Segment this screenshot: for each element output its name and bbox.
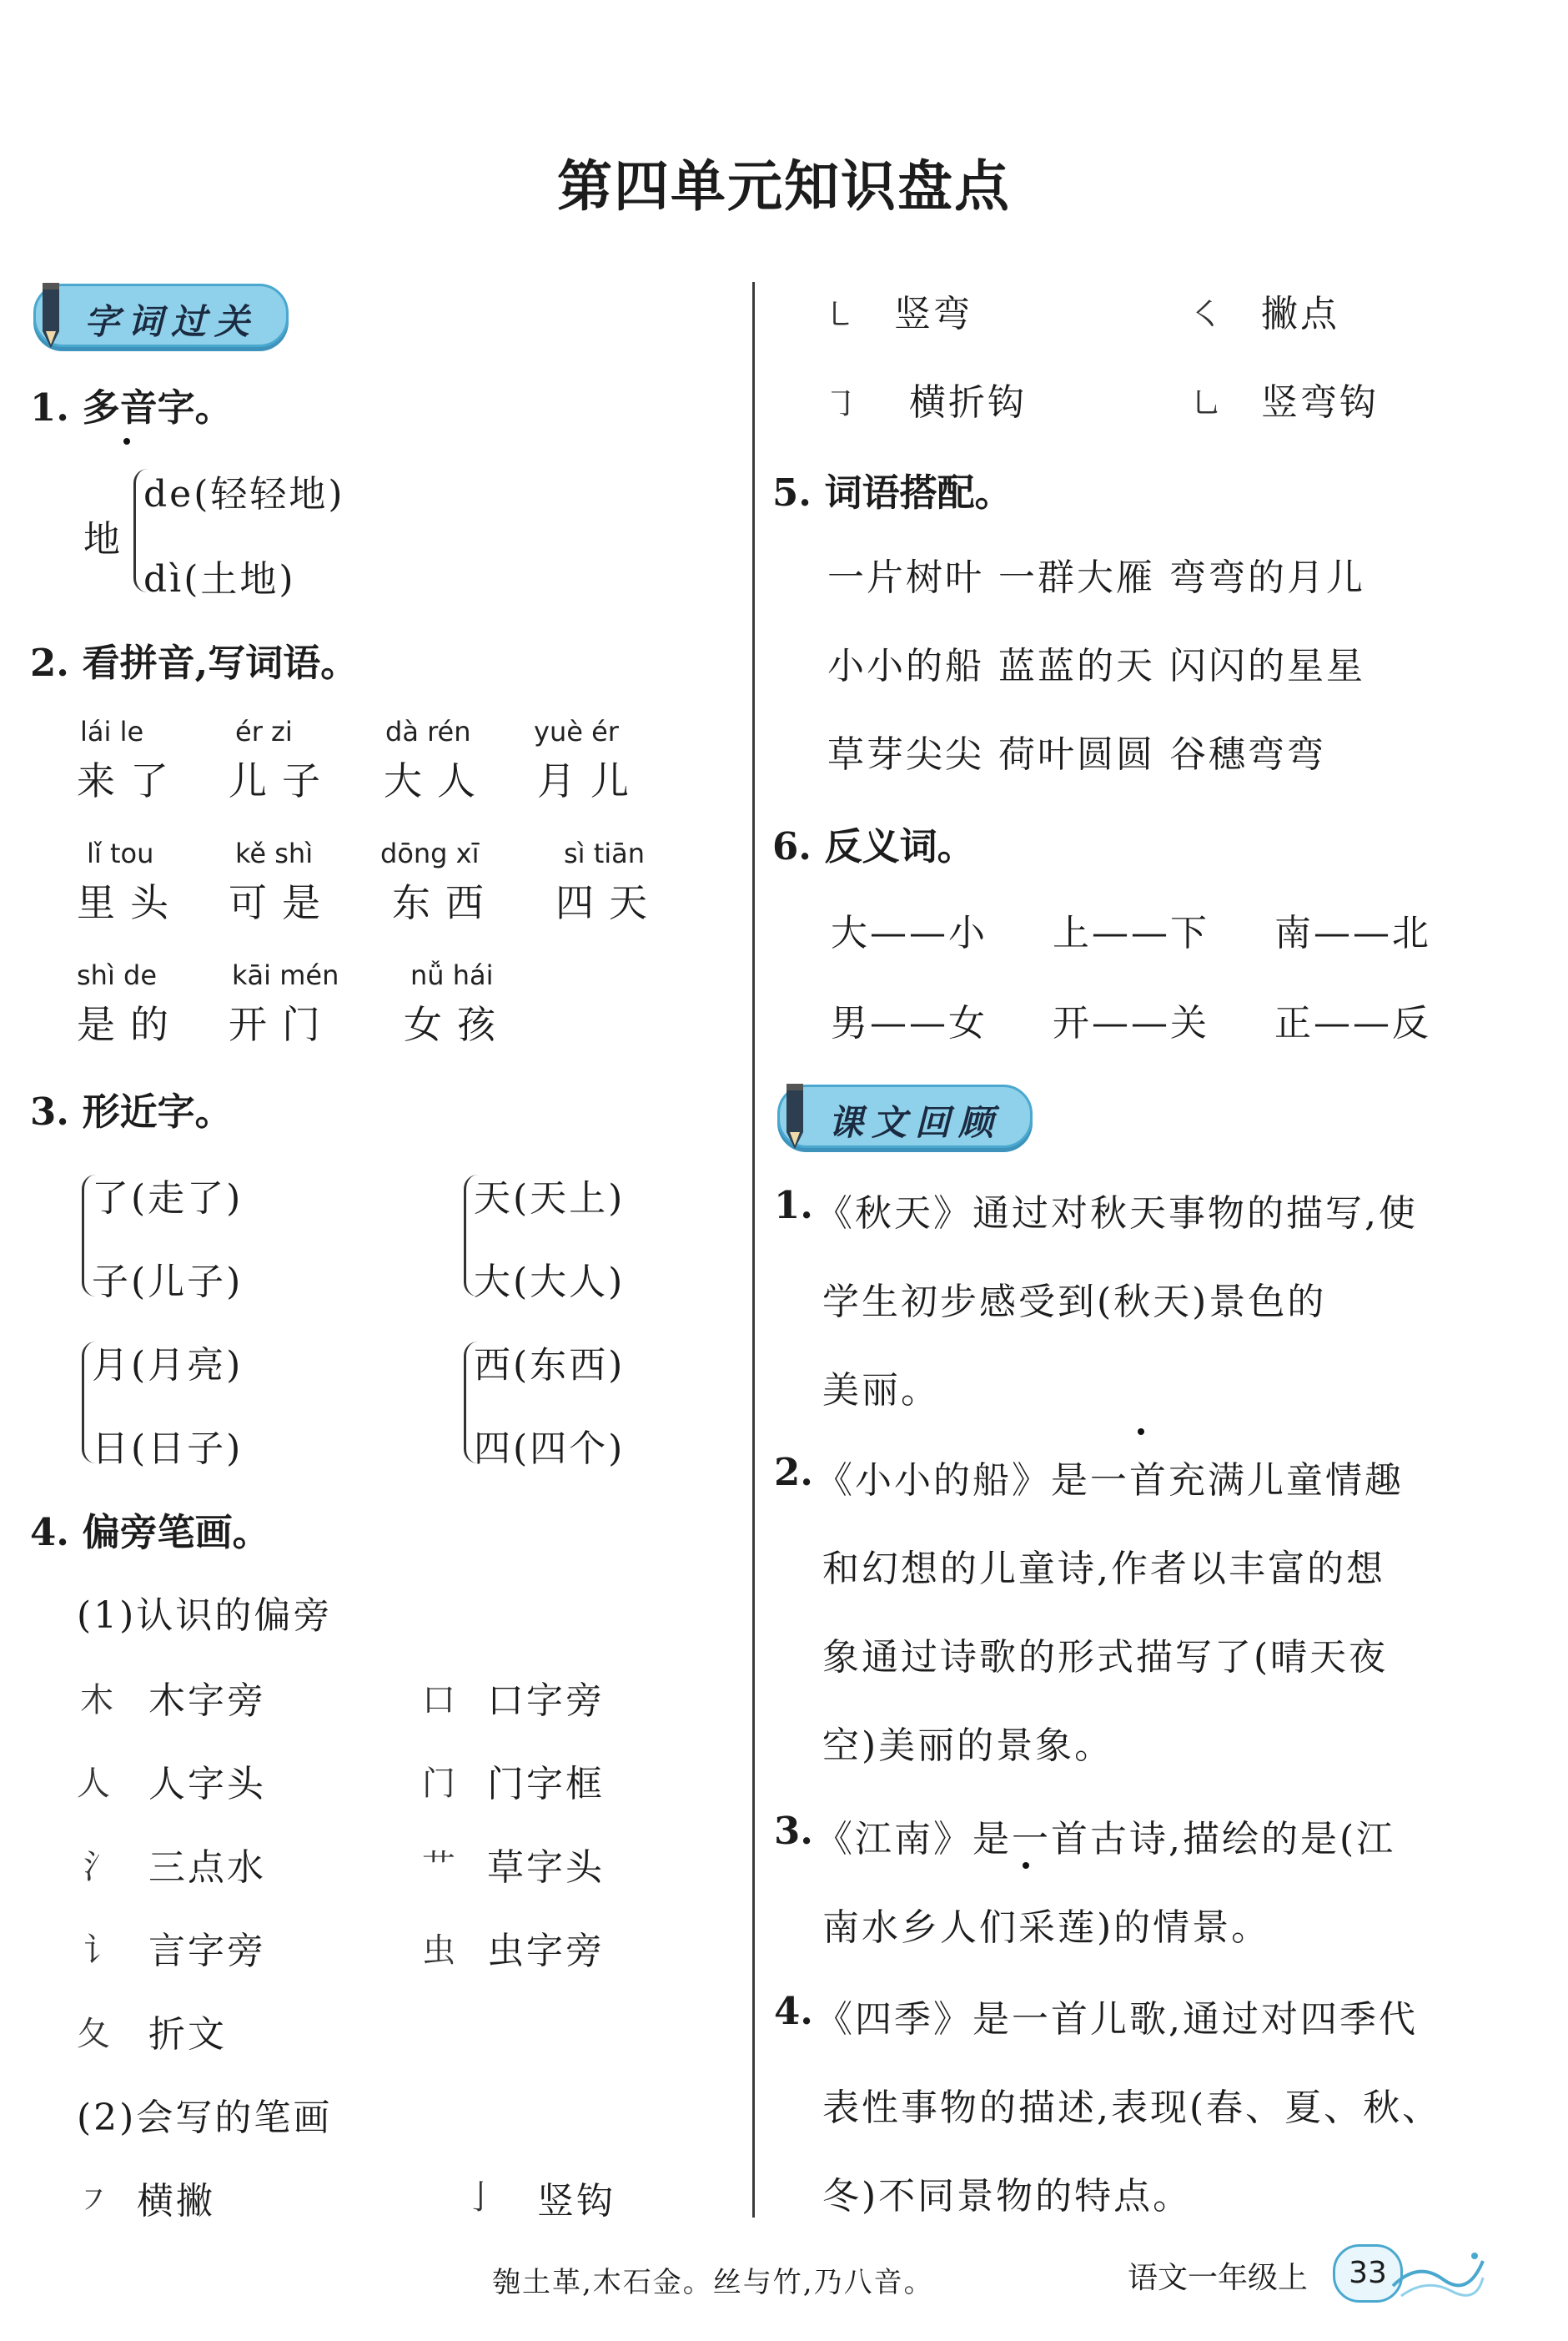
antonym: 大——小 (831, 912, 988, 954)
radical-name: 口字旁 (487, 1679, 605, 1722)
radical-symbol: 口 (422, 1681, 455, 1719)
polyphone-char: 地 (83, 518, 123, 561)
word: 东西 (392, 880, 499, 925)
word: 可是 (229, 880, 335, 925)
phrase-row: 草芽尖尖 荷叶圆圆 谷穗弯弯 (827, 733, 1326, 776)
radical-symbol: 木 (80, 1681, 113, 1719)
q1-heading: 1. 多音字。 (30, 385, 233, 430)
q5-heading: 5. 词语搭配。 (772, 471, 1013, 515)
antonym: 开——关 (1053, 1002, 1209, 1045)
word: 大人 (384, 758, 490, 803)
word: 是的 (77, 1002, 183, 1047)
stroke-name: 横撇 (137, 2180, 215, 2223)
radical-symbol: 门 (422, 1765, 455, 1803)
footer-book-title: 语文一年级上 (1128, 2261, 1309, 2295)
pinyin: dà rén (385, 716, 471, 748)
review-line: 象通过诗歌的形式描写了(晴天夜 (822, 1636, 1389, 1679)
pinyin: sì tiān (564, 838, 646, 869)
review-line: 《秋天》通过对秋天事物的描写,使 (816, 1192, 1418, 1235)
pinyin: yuè ér (534, 716, 619, 748)
review-line: 美丽。 (822, 1369, 940, 1412)
radical-symbol: 人 (77, 1765, 110, 1803)
emphasis-dot (1023, 1862, 1029, 1869)
radical-symbol: 氵 (83, 1848, 117, 1886)
antonym: 男——女 (831, 1002, 988, 1045)
radical-name: 人字头 (148, 1763, 266, 1805)
antonym: 正——反 (1274, 1002, 1431, 1045)
stroke-name: 横折钩 (909, 381, 1027, 424)
review-num: 2. (774, 1450, 813, 1494)
q4-sub2: (2)会写的笔画 (77, 2097, 333, 2139)
word: 四天 (555, 880, 662, 925)
stroke-symbol: ㇛ (1189, 296, 1223, 335)
page-title: 第四单元知识盘点 (557, 154, 1011, 219)
antonym: 南——北 (1274, 912, 1431, 954)
similar-char: 西(东西) (474, 1344, 626, 1387)
pinyin: dōng xī (380, 838, 480, 869)
review-line: 《江南》是一首古诗,描绘的是(江 (816, 1818, 1396, 1860)
similar-char: 月(月亮) (92, 1344, 244, 1387)
similar-char: 了(走了) (92, 1177, 244, 1220)
emphasis-dot (123, 438, 130, 445)
pinyin: lái le (80, 716, 144, 748)
q2-heading: 2. 看拼音,写词语。 (30, 641, 359, 685)
radical-name: 门字框 (487, 1763, 605, 1805)
stroke-symbol: ㇆ (824, 385, 857, 423)
pinyin: lǐ tou (87, 838, 154, 869)
review-line: 学生初步感受到(秋天)景色的 (822, 1281, 1327, 1323)
section-banner-texts (777, 1085, 1033, 1148)
radical-name: 折文 (148, 2013, 227, 2056)
word: 儿子 (229, 758, 335, 803)
stroke-symbol: 亅 (464, 2178, 497, 2217)
stroke-name: 撇点 (1261, 293, 1339, 335)
review-line: 南水乡人们采莲)的情景。 (822, 1906, 1271, 1949)
review-line: 和幻想的儿童诗,作者以丰富的想 (822, 1548, 1385, 1590)
word: 来了 (77, 758, 183, 803)
section-label-texts: 课文回顾 (828, 1102, 1003, 1143)
pinyin: nǚ hái (410, 959, 494, 991)
radical-name: 木字旁 (148, 1679, 266, 1722)
word: 月儿 (537, 758, 644, 803)
phrase-row: 一片树叶 一群大雁 弯弯的月儿 (827, 556, 1365, 599)
pencil-icon (28, 279, 74, 351)
similar-char: 子(儿子) (92, 1261, 244, 1303)
pinyin: kě shì (235, 838, 314, 869)
similar-char: 日(日子) (92, 1427, 244, 1470)
radical-symbol: 夂 (77, 2015, 110, 2053)
review-line: 《四季》是一首儿歌,通过对四季代 (816, 1998, 1418, 2041)
emphasis-dot (1138, 1428, 1144, 1435)
similar-char: 四(四个) (474, 1427, 626, 1470)
radical-name: 虫字旁 (487, 1930, 605, 1972)
radical-symbol: 虫 (422, 1931, 455, 1970)
radical-name: 草字头 (487, 1846, 605, 1889)
pinyin: kāi mén (232, 959, 339, 991)
q6-heading: 6. 反义词。 (772, 824, 975, 868)
review-num: 1. (774, 1183, 813, 1227)
radical-symbol: 讠 (83, 1931, 117, 1970)
footer-motto: 匏土革,木石金。丝与竹,乃八音。 (492, 2266, 934, 2299)
review-num: 4. (774, 1989, 813, 2033)
q4-heading: 4. 偏旁笔画。 (30, 1510, 270, 1554)
section-banner-words (33, 284, 289, 347)
pinyin: shì de (77, 959, 158, 991)
pinyin: ér zi (235, 716, 293, 748)
radical-name: 言字旁 (148, 1930, 266, 1972)
review-line: 《小小的船》是一首充满儿童情趣 (816, 1459, 1404, 1502)
review-num: 3. (774, 1809, 813, 1853)
review-line: 表性事物的描述,表现(春、夏、秋、 (822, 2087, 1442, 2129)
similar-char: 天(天上) (474, 1177, 626, 1220)
word: 里头 (77, 880, 183, 925)
decorative-wave-icon (1385, 2244, 1485, 2303)
column-divider (752, 282, 755, 2218)
radical-name: 三点水 (148, 1846, 266, 1889)
antonym: 上——下 (1053, 912, 1209, 954)
reading-2: dì(土地) (143, 558, 296, 601)
stroke-name: 竖钩 (537, 2180, 616, 2223)
reading-1: de(轻轻地) (143, 473, 345, 516)
review-line: 空)美丽的景象。 (822, 1724, 1114, 1767)
section-label-words: 字词过关 (84, 301, 259, 342)
phrase-row: 小小的船 蓝蓝的天 闪闪的星星 (827, 645, 1365, 687)
stroke-symbol: ㇄ (822, 296, 856, 335)
word: 开门 (229, 1002, 335, 1047)
q4-sub1: (1)认识的偏旁 (77, 1594, 333, 1637)
q3-heading: 3. 形近字。 (30, 1090, 233, 1134)
review-line: 冬)不同景物的特点。 (822, 2175, 1193, 2218)
stroke-name: 竖弯钩 (1261, 381, 1379, 424)
stroke-symbol: ㇇ (77, 2182, 110, 2220)
page-number: 33 (1333, 2244, 1403, 2303)
stroke-symbol: ㇟ (1189, 385, 1223, 423)
radical-symbol: 艹 (422, 1848, 455, 1886)
word: 女孩 (404, 1002, 510, 1047)
similar-char: 大(大人) (474, 1261, 626, 1303)
pencil-icon (771, 1080, 818, 1152)
stroke-name: 竖弯 (894, 293, 972, 335)
